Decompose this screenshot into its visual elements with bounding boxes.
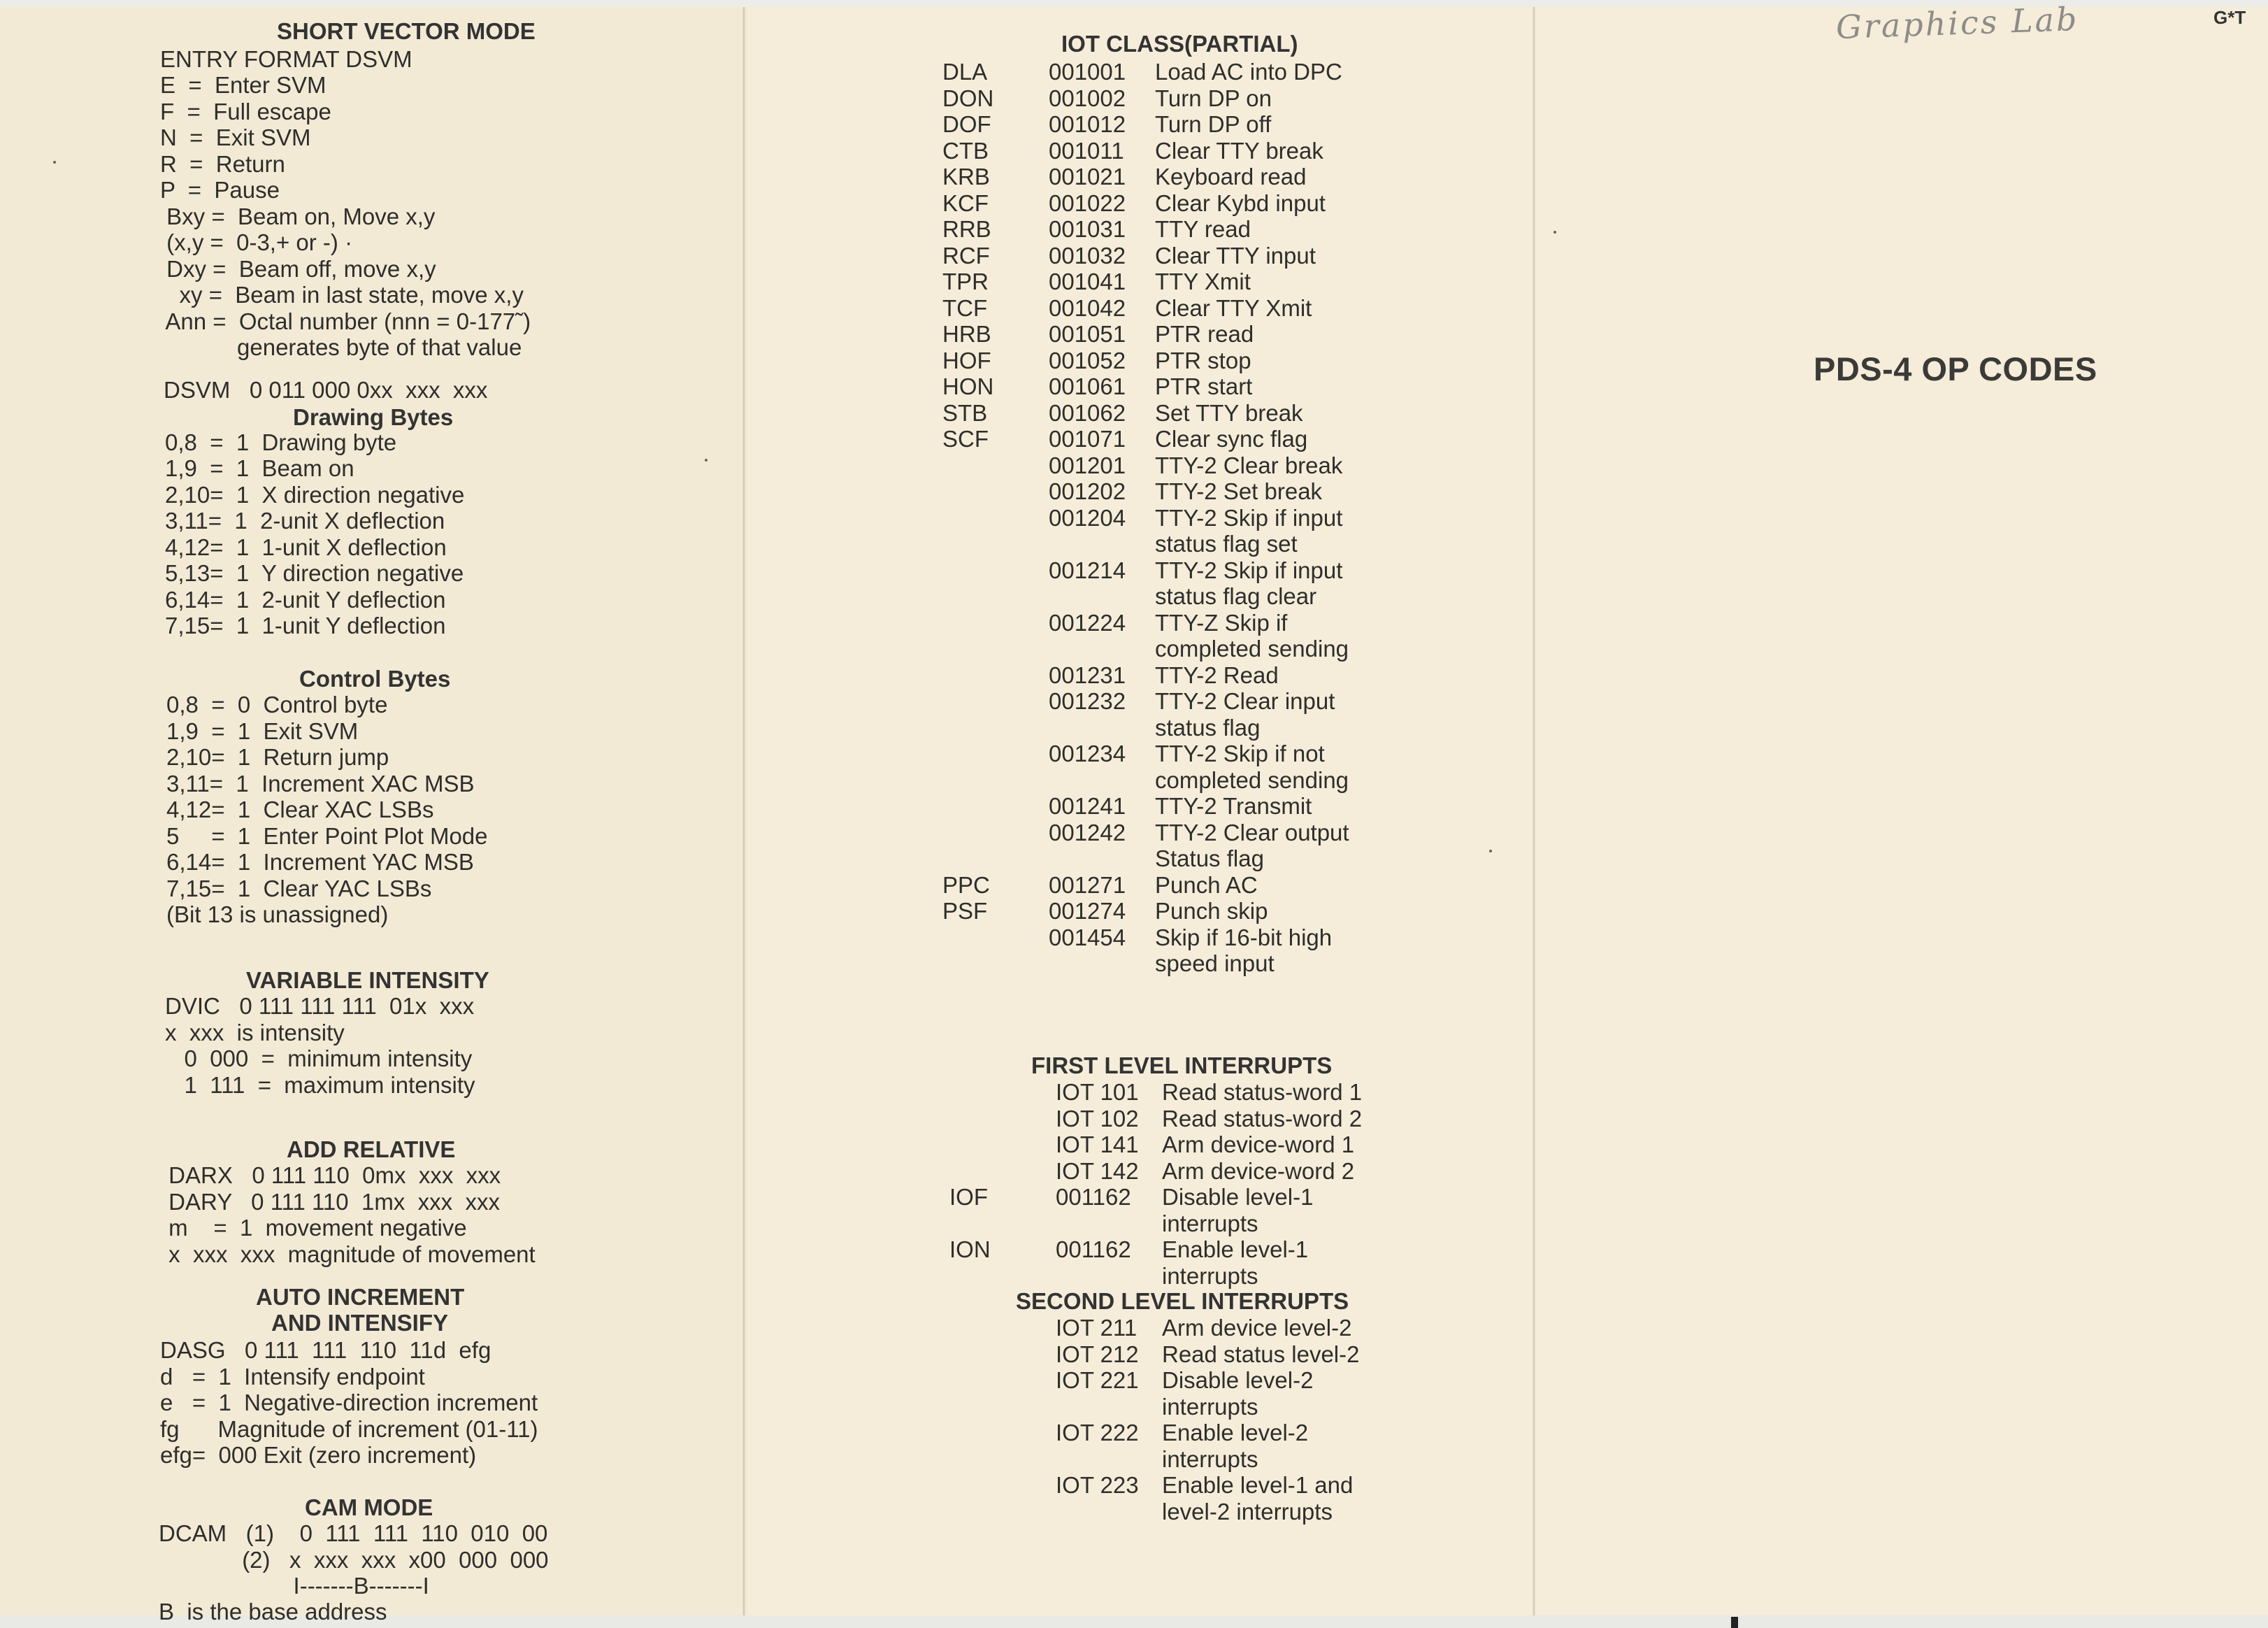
- right-panel-cover: [1538, 7, 2268, 1615]
- text-line: 0 000 = minimum intensity: [165, 1045, 473, 1071]
- text-line: R = Return: [160, 151, 285, 177]
- mnemonic: KRB: [942, 164, 990, 190]
- op-code: 001271: [1049, 871, 1126, 898]
- text-line: efg= 000 Exit (zero increment): [160, 1442, 477, 1468]
- description: TTY Xmit: [1155, 269, 1251, 294]
- description: PTR read: [1155, 321, 1254, 347]
- description: Turn DP off: [1155, 111, 1272, 137]
- description: TTY-2 Transmit: [1155, 793, 1312, 819]
- op-code: 001214: [1049, 557, 1126, 583]
- description: PTR start: [1155, 373, 1253, 399]
- section-heading-first-level-interrupts: FIRST LEVEL INTERRUPTS: [1031, 1052, 1333, 1078]
- op-code: 001241: [1049, 793, 1126, 819]
- binder-tab-mark: [1731, 1617, 1738, 1628]
- op-code: 001061: [1049, 373, 1126, 399]
- text-line: Bxy = Beam on, Move x,y: [160, 204, 436, 229]
- mnemonic: RRB: [942, 216, 991, 242]
- text-line: E = Enter SVM: [160, 72, 326, 98]
- text-line: (x,y = 0-3,+ or -) ·: [160, 229, 353, 255]
- bit-definition: 1,9 = 1 Beam on: [165, 455, 354, 481]
- op-code: 001052: [1049, 347, 1126, 373]
- op-code: IOT 211: [1056, 1315, 1137, 1341]
- description: Clear TTY Xmit: [1155, 294, 1312, 321]
- op-code: 001234: [1049, 741, 1126, 766]
- text-line: m = 1 movement negative: [162, 1215, 467, 1241]
- op-code: 001242: [1049, 819, 1126, 845]
- bit-definition: 5,13= 1 Y direction negative: [165, 560, 464, 586]
- paper-speck: [705, 459, 708, 462]
- text-line: x xxx xxx magnitude of movement: [162, 1241, 536, 1267]
- dsvm-format: DSVM 0 011 000 0xx xxx xxx: [164, 377, 488, 403]
- text-line: d = 1 Intensify endpoint: [160, 1364, 425, 1390]
- section-heading: SHORT VECTOR MODE: [277, 18, 536, 44]
- op-code: 001031: [1049, 216, 1126, 242]
- fold-line: [1533, 7, 1535, 1615]
- handwritten-note: Graphics Lab: [1835, 0, 2080, 47]
- description: TTY-Z Skip if: [1155, 609, 1288, 636]
- mnemonic: ION: [949, 1236, 991, 1262]
- description: Enable level-2: [1162, 1420, 1309, 1445]
- op-code: 001062: [1049, 399, 1126, 426]
- mnemonic: STB: [942, 399, 988, 426]
- description: TTY-2 Clear output: [1155, 819, 1349, 845]
- description: TTY-2 Clear break: [1155, 452, 1343, 478]
- base-bracket: I-------B-------I: [159, 1573, 429, 1599]
- description: Disable level-1: [1162, 1184, 1314, 1210]
- dcam-format: DCAM (1) 0 111 111 110 010 00: [159, 1520, 548, 1546]
- description: interrupts: [1162, 1445, 1258, 1472]
- description: Clear Kybd input: [1155, 190, 1326, 216]
- op-code: 001231: [1049, 662, 1126, 688]
- dary-format: DARY 0 111 110 1mx xxx xxx: [162, 1189, 500, 1215]
- op-code: IOT 141: [1056, 1131, 1139, 1157]
- paper-speck: [1489, 850, 1492, 852]
- op-code: IOT 142: [1056, 1157, 1139, 1184]
- description: Keyboard read: [1155, 164, 1307, 190]
- description: Clear sync flag: [1155, 426, 1308, 452]
- description: TTY read: [1155, 216, 1251, 242]
- section-heading: VARIABLE INTENSITY: [246, 967, 489, 993]
- mnemonic: HRB: [942, 321, 991, 347]
- text-line: 1 111 = maximum intensity: [165, 1072, 475, 1098]
- description: completed sending: [1155, 766, 1349, 793]
- section-heading: ADD RELATIVE: [287, 1136, 456, 1162]
- description: Arm device level-2: [1162, 1315, 1352, 1341]
- op-code: 001224: [1049, 609, 1126, 636]
- op-code: 001232: [1049, 688, 1126, 714]
- op-code: 001202: [1049, 478, 1126, 504]
- mnemonic: HOF: [942, 347, 991, 373]
- mnemonic: TCF: [942, 294, 988, 321]
- description: status flag: [1155, 714, 1261, 741]
- op-code: 001071: [1049, 426, 1126, 452]
- description: Status flag: [1155, 845, 1264, 871]
- section-heading-second-level-interrupts: SECOND LEVEL INTERRUPTS: [1016, 1288, 1349, 1314]
- text-line: B is the base address: [159, 1599, 387, 1625]
- text-line: generates byte of that value: [160, 334, 522, 360]
- description: Arm device-word 2: [1162, 1157, 1355, 1184]
- dvic-format: DVIC 0 111 111 111 01x xxx: [165, 993, 475, 1019]
- op-code: 001022: [1049, 190, 1126, 216]
- op-code: 001012: [1049, 111, 1126, 137]
- description: status flag set: [1155, 531, 1298, 557]
- text-line: x xxx is intensity: [165, 1020, 345, 1045]
- description: Read status-word 1: [1162, 1079, 1363, 1105]
- description: Clear TTY break: [1155, 137, 1323, 164]
- bit-definition: 4,12= 1 1-unit X deflection: [165, 534, 447, 560]
- bit-definition: 0,8 = 0 Control byte: [166, 692, 388, 717]
- description: interrupts: [1162, 1210, 1258, 1236]
- bit-definition: 6,14= 1 2-unit Y deflection: [165, 587, 446, 613]
- description: Arm device-word 1: [1162, 1131, 1355, 1157]
- mnemonic: SCF: [942, 426, 989, 452]
- description: Turn DP on: [1155, 85, 1272, 111]
- description: Read status-word 2: [1162, 1105, 1363, 1131]
- bit-definition: 5 = 1 Enter Point Plot Mode: [166, 823, 488, 849]
- section-heading-iot-class: IOT CLASS(PARTIAL): [1061, 31, 1298, 57]
- description: TTY-2 Set break: [1155, 478, 1323, 504]
- bit-definition: 7,15= 1 1-unit Y deflection: [165, 613, 446, 638]
- text-line: Ann = Octal number (nnn = 0-177˜): [160, 308, 531, 334]
- bit-definition: 2,10= 1 Return jump: [166, 744, 389, 770]
- bit-definition: 4,12= 1 Clear XAC LSBs: [166, 797, 434, 822]
- bit-definition: 1,9 = 1 Exit SVM: [166, 718, 359, 744]
- text-line: F = Full escape: [160, 99, 331, 124]
- op-code: 001162: [1056, 1184, 1131, 1210]
- description: TTY-2 Clear input: [1155, 688, 1335, 714]
- mnemonic: HON: [942, 373, 994, 399]
- bit-definition: 3,11= 1 2-unit X deflection: [165, 508, 445, 534]
- op-code: IOT 101: [1056, 1079, 1139, 1105]
- op-code: 001051: [1049, 321, 1126, 347]
- mnemonic: CTB: [942, 137, 989, 164]
- op-code: IOT 223: [1056, 1472, 1139, 1498]
- darx-format: DARX 0 111 110 0mx xxx xxx: [162, 1162, 501, 1188]
- text-line: Dxy = Beam off, move x,y: [160, 256, 436, 282]
- description: TTY-2 Skip if input: [1155, 504, 1343, 531]
- text-line: fg Magnitude of increment (01-11): [160, 1416, 538, 1442]
- section-heading: AND INTENSIFY: [271, 1310, 449, 1336]
- section-heading: Control Bytes: [299, 666, 451, 692]
- note: (Bit 13 is unassigned): [166, 901, 389, 927]
- description: TTY-2 Skip if not: [1155, 741, 1325, 766]
- description: Clear TTY input: [1155, 242, 1316, 269]
- mnemonic: TPR: [942, 269, 989, 294]
- description: completed sending: [1155, 636, 1349, 662]
- op-code: IOT 221: [1056, 1367, 1139, 1393]
- description: Disable level-2: [1162, 1367, 1314, 1393]
- document-title: PDS-4 OP CODES: [1814, 350, 2097, 387]
- description: Set TTY break: [1155, 399, 1303, 426]
- op-code: IOT 102: [1056, 1105, 1139, 1131]
- section-heading: AUTO INCREMENT: [256, 1284, 465, 1310]
- text-line: N = Exit SVM: [160, 124, 311, 150]
- mnemonic: PPC: [942, 871, 990, 898]
- bit-definition: 2,10= 1 X direction negative: [165, 482, 465, 508]
- op-code: 001011: [1049, 137, 1124, 164]
- section-heading: Drawing Bytes: [293, 404, 454, 430]
- dcam-format: (2) x xxx xxx x00 000 000: [159, 1547, 549, 1573]
- text-line: xy = Beam in last state, move x,y: [160, 282, 524, 308]
- description: Read status level-2: [1162, 1341, 1360, 1367]
- description: Punch AC: [1155, 871, 1258, 898]
- description: PTR stop: [1155, 347, 1251, 373]
- mnemonic: IOF: [949, 1184, 988, 1210]
- description: TTY-2 Read: [1155, 662, 1279, 688]
- mnemonic: DOF: [942, 111, 991, 137]
- text-line: ENTRY FORMAT DSVM: [160, 46, 412, 72]
- description: Enable level-1: [1162, 1236, 1309, 1262]
- op-code: 001001: [1049, 59, 1126, 85]
- bit-definition: 6,14= 1 Increment YAC MSB: [166, 849, 474, 875]
- paper-speck: [53, 161, 56, 164]
- mnemonic: KCF: [942, 190, 989, 216]
- op-code: 001042: [1049, 294, 1126, 321]
- description: level-2 interrupts: [1162, 1498, 1333, 1525]
- mnemonic: DLA: [942, 59, 988, 85]
- dasg-format: DASG 0 111 111 110 11d efg: [160, 1337, 491, 1363]
- description: Load AC into DPC: [1155, 59, 1342, 85]
- description: Punch skip: [1155, 898, 1268, 924]
- op-code: 001041: [1049, 269, 1126, 294]
- bit-definition: 7,15= 1 Clear YAC LSBs: [166, 876, 432, 901]
- description: Enable level-1 and: [1162, 1472, 1354, 1498]
- fold-line: [742, 7, 745, 1615]
- paper-speck: [1553, 231, 1556, 234]
- description: Skip if 16-bit high: [1155, 924, 1333, 950]
- text-line: P = Pause: [160, 177, 280, 203]
- mnemonic: DON: [942, 85, 994, 111]
- middle-panel: [748, 7, 1538, 1615]
- op-code: IOT 222: [1056, 1420, 1139, 1445]
- op-code: 001162: [1056, 1236, 1131, 1262]
- mnemonic: RCF: [942, 242, 990, 269]
- op-code: 001454: [1049, 924, 1126, 950]
- op-code: IOT 212: [1056, 1341, 1139, 1367]
- section-heading: CAM MODE: [305, 1494, 433, 1520]
- description: interrupts: [1162, 1393, 1258, 1420]
- description: TTY-2 Skip if input: [1155, 557, 1343, 583]
- op-code: 001274: [1049, 898, 1126, 924]
- op-code: 001032: [1049, 242, 1126, 269]
- op-code: 001002: [1049, 85, 1126, 111]
- op-code: 001021: [1049, 164, 1126, 190]
- bit-definition: 0,8 = 1 Drawing byte: [165, 429, 397, 455]
- bit-definition: 3,11= 1 Increment XAC MSB: [166, 771, 475, 797]
- stamp-initials: G*T: [2213, 7, 2246, 28]
- description: interrupts: [1162, 1262, 1258, 1289]
- op-code: 001201: [1049, 452, 1126, 478]
- text-line: e = 1 Negative-direction increment: [160, 1390, 538, 1415]
- description: status flag clear: [1155, 583, 1317, 609]
- description: speed input: [1155, 950, 1275, 976]
- op-code: 001204: [1049, 504, 1126, 531]
- mnemonic: PSF: [942, 898, 988, 924]
